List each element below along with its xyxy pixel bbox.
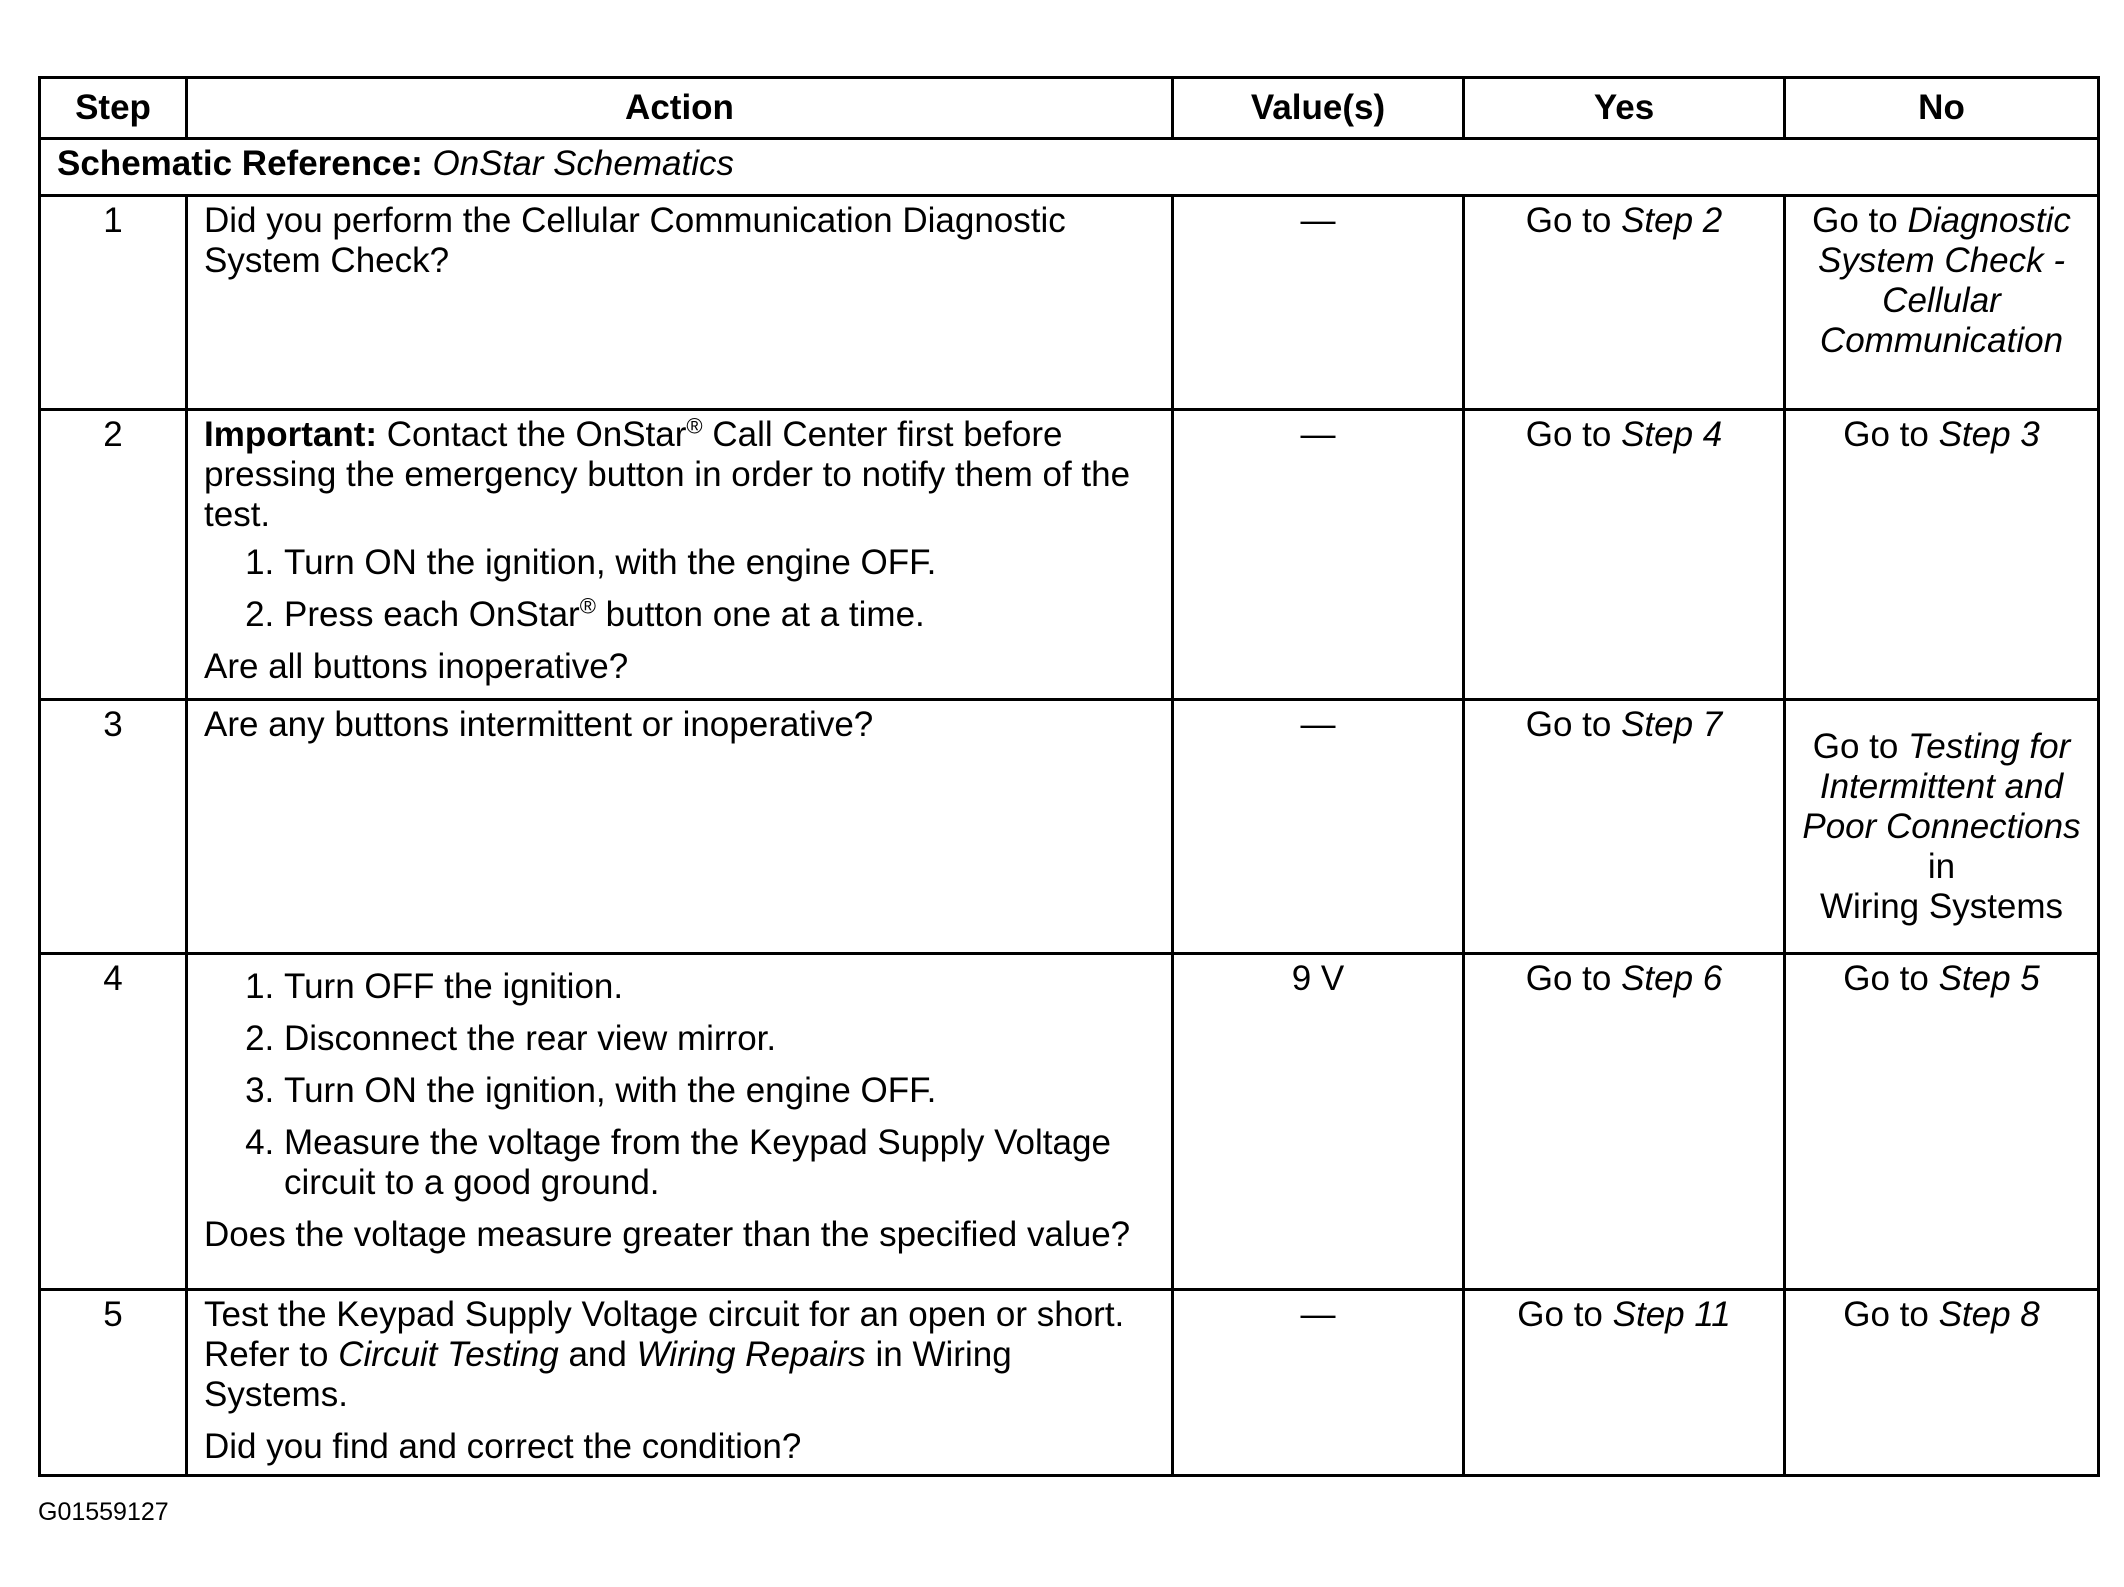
step-number: 3 bbox=[40, 700, 187, 954]
yes-cell bbox=[1464, 1290, 1785, 1476]
yes-cell bbox=[1464, 700, 1785, 954]
header-row bbox=[40, 78, 2099, 139]
schematic-reference-row bbox=[40, 139, 2099, 196]
yes-cell bbox=[1464, 954, 1785, 1290]
header-action: Action bbox=[187, 78, 1173, 139]
circuit-testing-link[interactable]: Circuit Testing bbox=[338, 1335, 559, 1374]
action-steps-list bbox=[204, 543, 1155, 635]
no-suffix-in: in bbox=[1927, 846, 1956, 886]
header-values: Value(s) bbox=[1173, 78, 1464, 139]
yes-link[interactable]: Step 2 bbox=[1621, 201, 1723, 240]
diagnostic-table bbox=[38, 76, 2100, 1477]
no-link[interactable]: Step 3 bbox=[1938, 415, 2040, 454]
schematic-reference-label: Schematic Reference: bbox=[57, 144, 423, 183]
header-no: No bbox=[1785, 78, 2099, 139]
yes-prefix: Go to bbox=[1525, 959, 1612, 998]
no-cell bbox=[1785, 700, 2099, 954]
list-item: 2. Disconnect the rear view mirror. bbox=[284, 1019, 1155, 1059]
step-number: 4 bbox=[40, 954, 187, 1290]
value-cell: — bbox=[1173, 196, 1464, 410]
no-prefix: Go to bbox=[1843, 415, 1929, 454]
important-label: Important: bbox=[204, 415, 378, 454]
table-row-step-2 bbox=[40, 410, 2099, 700]
table-row-step-1 bbox=[40, 196, 2099, 410]
yes-link[interactable]: Step 6 bbox=[1621, 959, 1723, 998]
table-row-step-5 bbox=[40, 1290, 2099, 1476]
no-prefix: Go to bbox=[1812, 726, 1899, 766]
registered-mark: ® bbox=[686, 413, 703, 439]
yes-prefix: Go to bbox=[1525, 415, 1612, 454]
step-number: 5 bbox=[40, 1290, 187, 1476]
action-text-pre: Test the Keypad Supply Voltage circuit for an open or short. Refer to bbox=[204, 1295, 1125, 1374]
no-prefix: Go to bbox=[1812, 201, 1898, 240]
list-item: 1. Turn ON the ignition, with the engine OFF. bbox=[284, 543, 1155, 583]
action-cell bbox=[187, 1290, 1173, 1476]
action-cell bbox=[187, 196, 1173, 410]
table-row-step-3 bbox=[40, 700, 2099, 954]
value-cell: — bbox=[1173, 700, 1464, 954]
yes-link[interactable]: Step 11 bbox=[1612, 1295, 1731, 1334]
figure-id: G01559127 bbox=[38, 1498, 169, 1526]
important-text-pre: Contact the OnStar bbox=[386, 415, 687, 454]
value-cell: — bbox=[1173, 410, 1464, 700]
list-item: 1. Turn OFF the ignition. bbox=[284, 967, 1155, 1007]
table-row-step-4 bbox=[40, 954, 2099, 1290]
value-cell: 9 V bbox=[1173, 954, 1464, 1290]
no-link[interactable]: Step 5 bbox=[1938, 959, 2040, 998]
yes-prefix: Go to bbox=[1525, 705, 1612, 744]
important-text-post: Call Center first before pressing the emergency button in order to notify them of the test. bbox=[204, 415, 1131, 534]
step-number: 1 bbox=[40, 196, 187, 410]
header-yes: Yes bbox=[1464, 78, 1785, 139]
yes-prefix: Go to bbox=[1525, 201, 1612, 240]
header-step: Step bbox=[40, 78, 187, 139]
step-number: 2 bbox=[40, 410, 187, 700]
item-text-pre: Press each OnStar bbox=[284, 595, 580, 634]
no-link[interactable]: Testing for Intermittent and Poor Connections bbox=[1802, 726, 2081, 846]
list-item: 4. Measure the voltage from the Keypad Supply Voltage circuit to a good ground. bbox=[284, 1123, 1155, 1203]
action-question: Does the voltage measure greater than the specified value? bbox=[204, 1215, 1131, 1254]
action-cell bbox=[187, 954, 1173, 1290]
action-text: Are any buttons intermittent or inoperative? bbox=[204, 705, 874, 744]
action-cell bbox=[187, 410, 1173, 700]
registered-mark: ® bbox=[579, 593, 596, 619]
no-cell bbox=[1785, 1290, 2099, 1476]
no-prefix: Go to bbox=[1843, 1295, 1929, 1334]
action-text-and: and bbox=[568, 1335, 627, 1374]
yes-link[interactable]: Step 7 bbox=[1621, 705, 1723, 744]
schematic-reference-link[interactable]: OnStar Schematics bbox=[432, 144, 734, 183]
no-cell bbox=[1785, 954, 2099, 1290]
value-cell: — bbox=[1173, 1290, 1464, 1476]
yes-cell bbox=[1464, 196, 1785, 410]
schematic-reference bbox=[40, 139, 2099, 196]
no-prefix: Go to bbox=[1843, 959, 1929, 998]
action-text bbox=[204, 1295, 1155, 1415]
diagnostic-table-sheet bbox=[38, 76, 2097, 1477]
wiring-repairs-link[interactable]: Wiring Repairs bbox=[636, 1335, 866, 1374]
action-cell bbox=[187, 700, 1173, 954]
yes-link[interactable]: Step 4 bbox=[1621, 415, 1723, 454]
no-cell bbox=[1785, 196, 2099, 410]
no-link[interactable]: Diagnostic System Check - Cellular Communication bbox=[1818, 201, 2071, 360]
yes-cell bbox=[1464, 410, 1785, 700]
action-text: Did you perform the Cellular Communication Diagnostic System Check? bbox=[204, 201, 1066, 280]
list-item: 3. Turn ON the ignition, with the engine OFF. bbox=[284, 1071, 1155, 1111]
action-question: Are all buttons inoperative? bbox=[204, 647, 629, 686]
important-note bbox=[204, 415, 1155, 535]
action-text-post: in Wiring Systems. bbox=[204, 1335, 1012, 1414]
action-question: Did you find and correct the condition? bbox=[204, 1427, 802, 1466]
list-item bbox=[284, 595, 1155, 635]
no-link[interactable]: Step 8 bbox=[1938, 1295, 2040, 1334]
no-suffix-wiring: Wiring Systems bbox=[1819, 886, 2064, 926]
no-cell bbox=[1785, 410, 2099, 700]
item-text-post: button one at a time. bbox=[605, 595, 925, 634]
action-steps-list bbox=[204, 967, 1155, 1203]
yes-prefix: Go to bbox=[1517, 1295, 1603, 1334]
